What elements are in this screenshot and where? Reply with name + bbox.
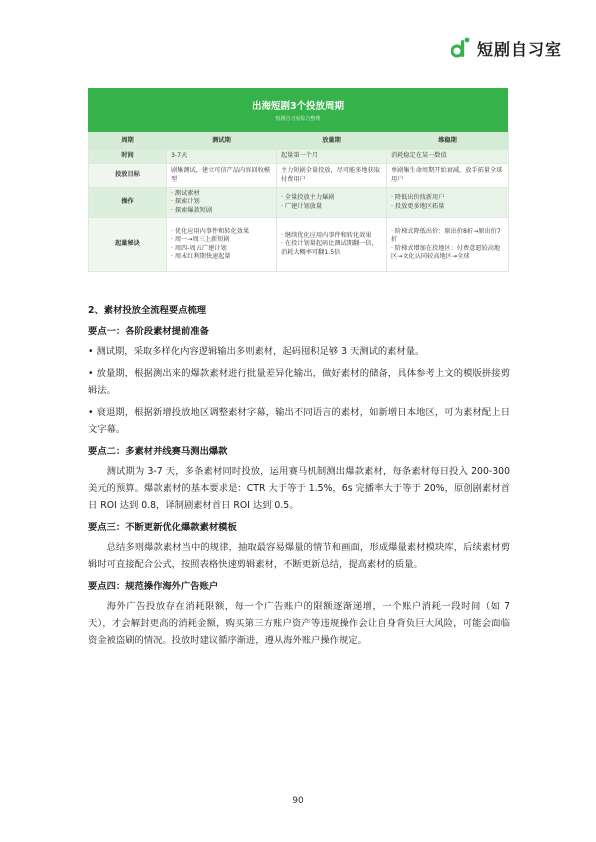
point2-title: 要点二：多素材并线赛马测出爆款: [88, 446, 228, 457]
main-content: [88, 302, 510, 654]
table-cell: [387, 150, 509, 164]
point1-title: 要点一：各阶段素材提前准备: [88, 326, 209, 337]
table-cell-line: · 继续优化应用内事件和转化效果: [281, 232, 372, 240]
point1-bullet-2: • 放量期，根据测出来的爆款素材进行批量差异化输出，做好素材的储备，具体参考上文的模版拼接剪辑法。: [88, 368, 510, 396]
table-cell-line: 主力短剧全量投放，尽可能多地获取付费用户: [281, 167, 380, 183]
table-cell-line: · 降低出价找新用户: [391, 194, 445, 202]
table-cell-line: · 阶梯式增加在投地区：付费意愿较高地区→文化认同较高地区→全球: [391, 244, 501, 260]
table-cell: [167, 164, 277, 188]
table-cell-line: 起量第一个月: [281, 152, 319, 160]
point1-bullet-1: • 测试期，采取多样化内容逻辑输出多则素材，起码囤积足够 3 天测试的素材量。: [88, 346, 425, 357]
table-cell: [277, 188, 387, 218]
point3-title: 要点三：不断更新优化爆款素材模板: [88, 522, 237, 533]
brand-logo: [451, 36, 562, 60]
point4-title: 要点四：规范操作海外广告账户: [88, 581, 219, 592]
table-cell-line: · 优化应用内事件和转化效果: [171, 227, 250, 235]
table-cell-line: 消耗稳定在某一数值: [391, 152, 447, 160]
table-cell-line: · 广建计划放量: [281, 202, 323, 210]
table-row-label: 起量秘诀: [89, 218, 167, 272]
table-cell-line: · 探索爆款短剧: [171, 206, 213, 214]
table-row-label: 时间: [89, 150, 167, 164]
table-row-label: 操作: [89, 188, 167, 218]
point1-bullet-3: • 衰退期，根据新增投放地区调整素材字幕，输出不同语言的素材，如新增日本地区，可为素材配上日文字幕。: [88, 407, 510, 435]
point3-paragraph: 总结多则爆款素材当中的规律，抽取最容易爆量的情节和画面，形成爆量素材模块库，后续素材剪辑时可直接配合公式，按照表格快速剪辑素材，不断更新总结，提高素材的质量。: [88, 542, 510, 570]
cycle-table: [88, 132, 509, 272]
table-header-cell: 测试期: [167, 133, 277, 150]
table-cell-line: 单剧集生命周期开始衰减，放手拓量全球用户: [391, 167, 503, 183]
point2-paragraph: 测试期为 3-7 天，多条素材同时投放，运用赛马机制测出爆款素材，每条素材每日投入 200-300 美元的预算。爆款素材的基本要求是：CTR 大于等于 1.5%，6s 完播率大于等于 20%，原创剧素材首日 ROI 达到 0.8，译制剧素材首日 ROI 达到 0.5。: [88, 466, 510, 511]
brand-logo-icon: [451, 36, 473, 60]
table-cell: [277, 218, 387, 272]
table-header-cell: 周期: [89, 133, 167, 150]
table-cell-line: · 阶梯式降低出价：原出价8折→原出价7折: [391, 227, 501, 244]
table-row: [89, 188, 509, 218]
table-cell-line: · 测试素材: [171, 190, 200, 197]
table-row: [89, 164, 509, 188]
table-subtitle: 短剧自习室综合整理: [275, 116, 321, 122]
investment-cycle-table: [88, 88, 508, 288]
table-row-label: 投放目标: [89, 164, 167, 188]
table-cell: [387, 188, 509, 218]
table-cell: [167, 188, 277, 218]
table-cell-line: · 周四-周五广建计划: [171, 244, 227, 252]
table-row: [89, 218, 509, 272]
table-header-row: [89, 133, 509, 150]
table-cell-line: · 投放更多地区拓量: [391, 202, 445, 210]
table-cell: [277, 164, 387, 188]
table-cell-line: 剧集测试，建立可信产品内容回收模型: [171, 167, 270, 183]
point4-paragraph: 海外广告投放存在消耗限额，每一个广告账户的限额逐渐递增，一个账户消耗一段时间（如 7 天），才会解封更高的消耗金额，购买第三方账户资产等违规操作会让自身背负巨大风险，可能会面临资金被盗刷的情况。投放时建议循序渐进，遵从海外账户操作规定。: [88, 601, 510, 646]
table-cell-line: · 周一→周三上新短剧: [171, 236, 230, 244]
page-number: 90: [292, 796, 304, 806]
table-cell: [167, 218, 277, 272]
table-cell-line: 3-7天: [171, 152, 188, 160]
table-row: [89, 150, 509, 164]
table-header-banner: [88, 88, 508, 132]
table-header-cell: 维稳期: [387, 133, 509, 150]
table-cell: [387, 164, 509, 188]
table-cell: [167, 150, 277, 164]
table-cell: [277, 150, 387, 164]
brand-name: 短剧自习室: [476, 39, 562, 59]
section-title: 2、素材投放全流程要点梳理: [88, 305, 207, 316]
table-cell-line: · 周末红利期快速起量: [171, 252, 231, 260]
table-header-cell: 放量期: [277, 133, 387, 150]
table-cell-line: · 探索计划: [171, 198, 200, 206]
table-cell: [387, 218, 509, 272]
table-title: 出海短剧3个投放周期: [251, 101, 345, 112]
table-cell-line: · 在投计划量起码比测试期翻一倍，消耗大概率可翻1.5倍: [281, 240, 378, 256]
table-cell-line: · 全量投放主力爆剧: [281, 194, 335, 202]
